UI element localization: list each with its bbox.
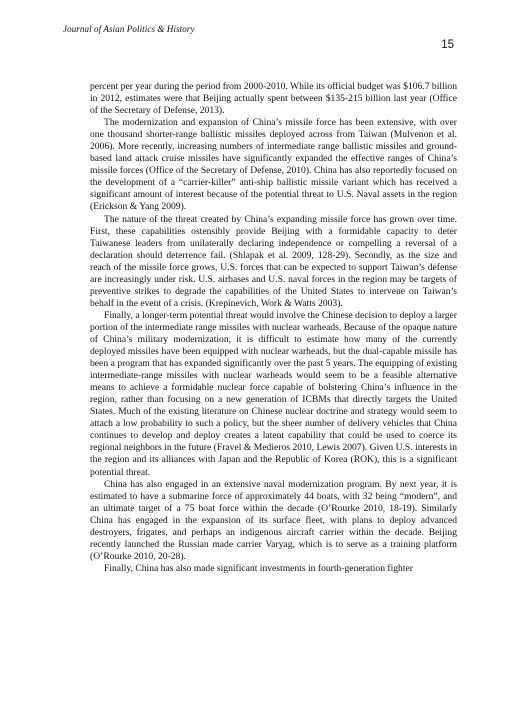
- paragraph: The modernization and expansion of China’s missile force has been extensive, with over one thousand shorter-range ballistic missiles deployed across from Taiwan (Mulvenon et al. 2006). More recently, increasing numbers of intermediate range ballistic missiles and ground-based land attack cruise missiles have significantly expanded the effective ranges of China’s missile forces (Office of the Secretary of Defense, 2010). China has also reportedly focused on the development of a “carrier-killer” anti-ship ballistic missile variant which has received a significant amount of interest because of the potential threat to U.S. Naval assets in the region (Erickson & Yang 2009).: [90, 117, 457, 213]
- paragraph: The nature of the threat created by China’s expanding missile force has grown over time. First, these capabilities ostensibly provide Beijing with a formidable capacity to deter Taiwanese leaders from unilaterally declaring independence or compelling a reversal of a declaration should deterrence fail. (Shlapak et al. 2009, 128-29). Secondly, as the size and reach of the missile force grows, U.S. forces that can be expected to support Taiwan’s defense are increasingly under risk. U.S. airbases and U.S. naval forces in the region may be targets of preventive strikes to degrade the capabilities of the United States to intervene on Taiwan’s behalf in the event of a crisis. (Krepinevich, Work & Watts 2003).: [90, 213, 457, 309]
- paragraph: China has also engaged in an extensive naval modernization program. By next year, it is estimated to have a submarine force of approximately 44 boats, with 32 being “modern”, and an ultimate target of a 75 boat force within the decade (O’Rourke 2010, 18-19). Similarly China has engaged in the expansion of its surface fleet, with plans to deploy advanced destroyers, frigates, and perhaps an indigenous aircraft carrier within the decade. Beijing recently launched the Russian made carrier Varyag, which is to serve as a training platform (O’Rourke 2010, 20-28).: [90, 478, 457, 562]
- page-number: 15: [441, 39, 454, 51]
- paragraph: percent per year during the period from 2000-2010. While its official budget was $106.7 billion in 2012, estimates were that Beijing actually spent between $135-215 billion last year (Office of the Secretary of Defense, 2013).: [90, 81, 457, 117]
- journal-title: Journal of Asian Politics & History: [63, 24, 195, 34]
- article-body: [90, 81, 457, 575]
- paragraph: Finally, China has also made significant investments in fourth-generation fighter: [104, 562, 413, 574]
- paragraph: Finally, a longer-term potential threat would involve the Chinese decision to deploy a larger portion of the intermediate range missiles with nuclear warheads. Because of the opaque nature of China’s military modernization, it is difficult to estimate how many of the currently deployed missiles have been equipped with nuclear warheads, but the dual-capable missile has been a program that has expanded significantly over the past 5 years. The equipping of existing intermediate-range missiles with nuclear warheads would seem to be a feasible alternative means to achieve a formidable nuclear force capable of bolstering China’s influence in the region, rather than focusing on a new generation of ICBMs that directly targets the United States. Much of the existing literature on Chinese nuclear doctrine and strategy would seem to attach a low probability to such a policy, but the sheer number of delivery vehicles that China continues to develop and deploy creates a latent capability that could be used to coerce its regional neighbors in the future (Fravel & Medieros 2010, Lewis 2007). Given U.S. interests in the region and its alliances with Japan and the Republic of Korea (ROK), this is a significant potential threat.: [90, 309, 457, 478]
